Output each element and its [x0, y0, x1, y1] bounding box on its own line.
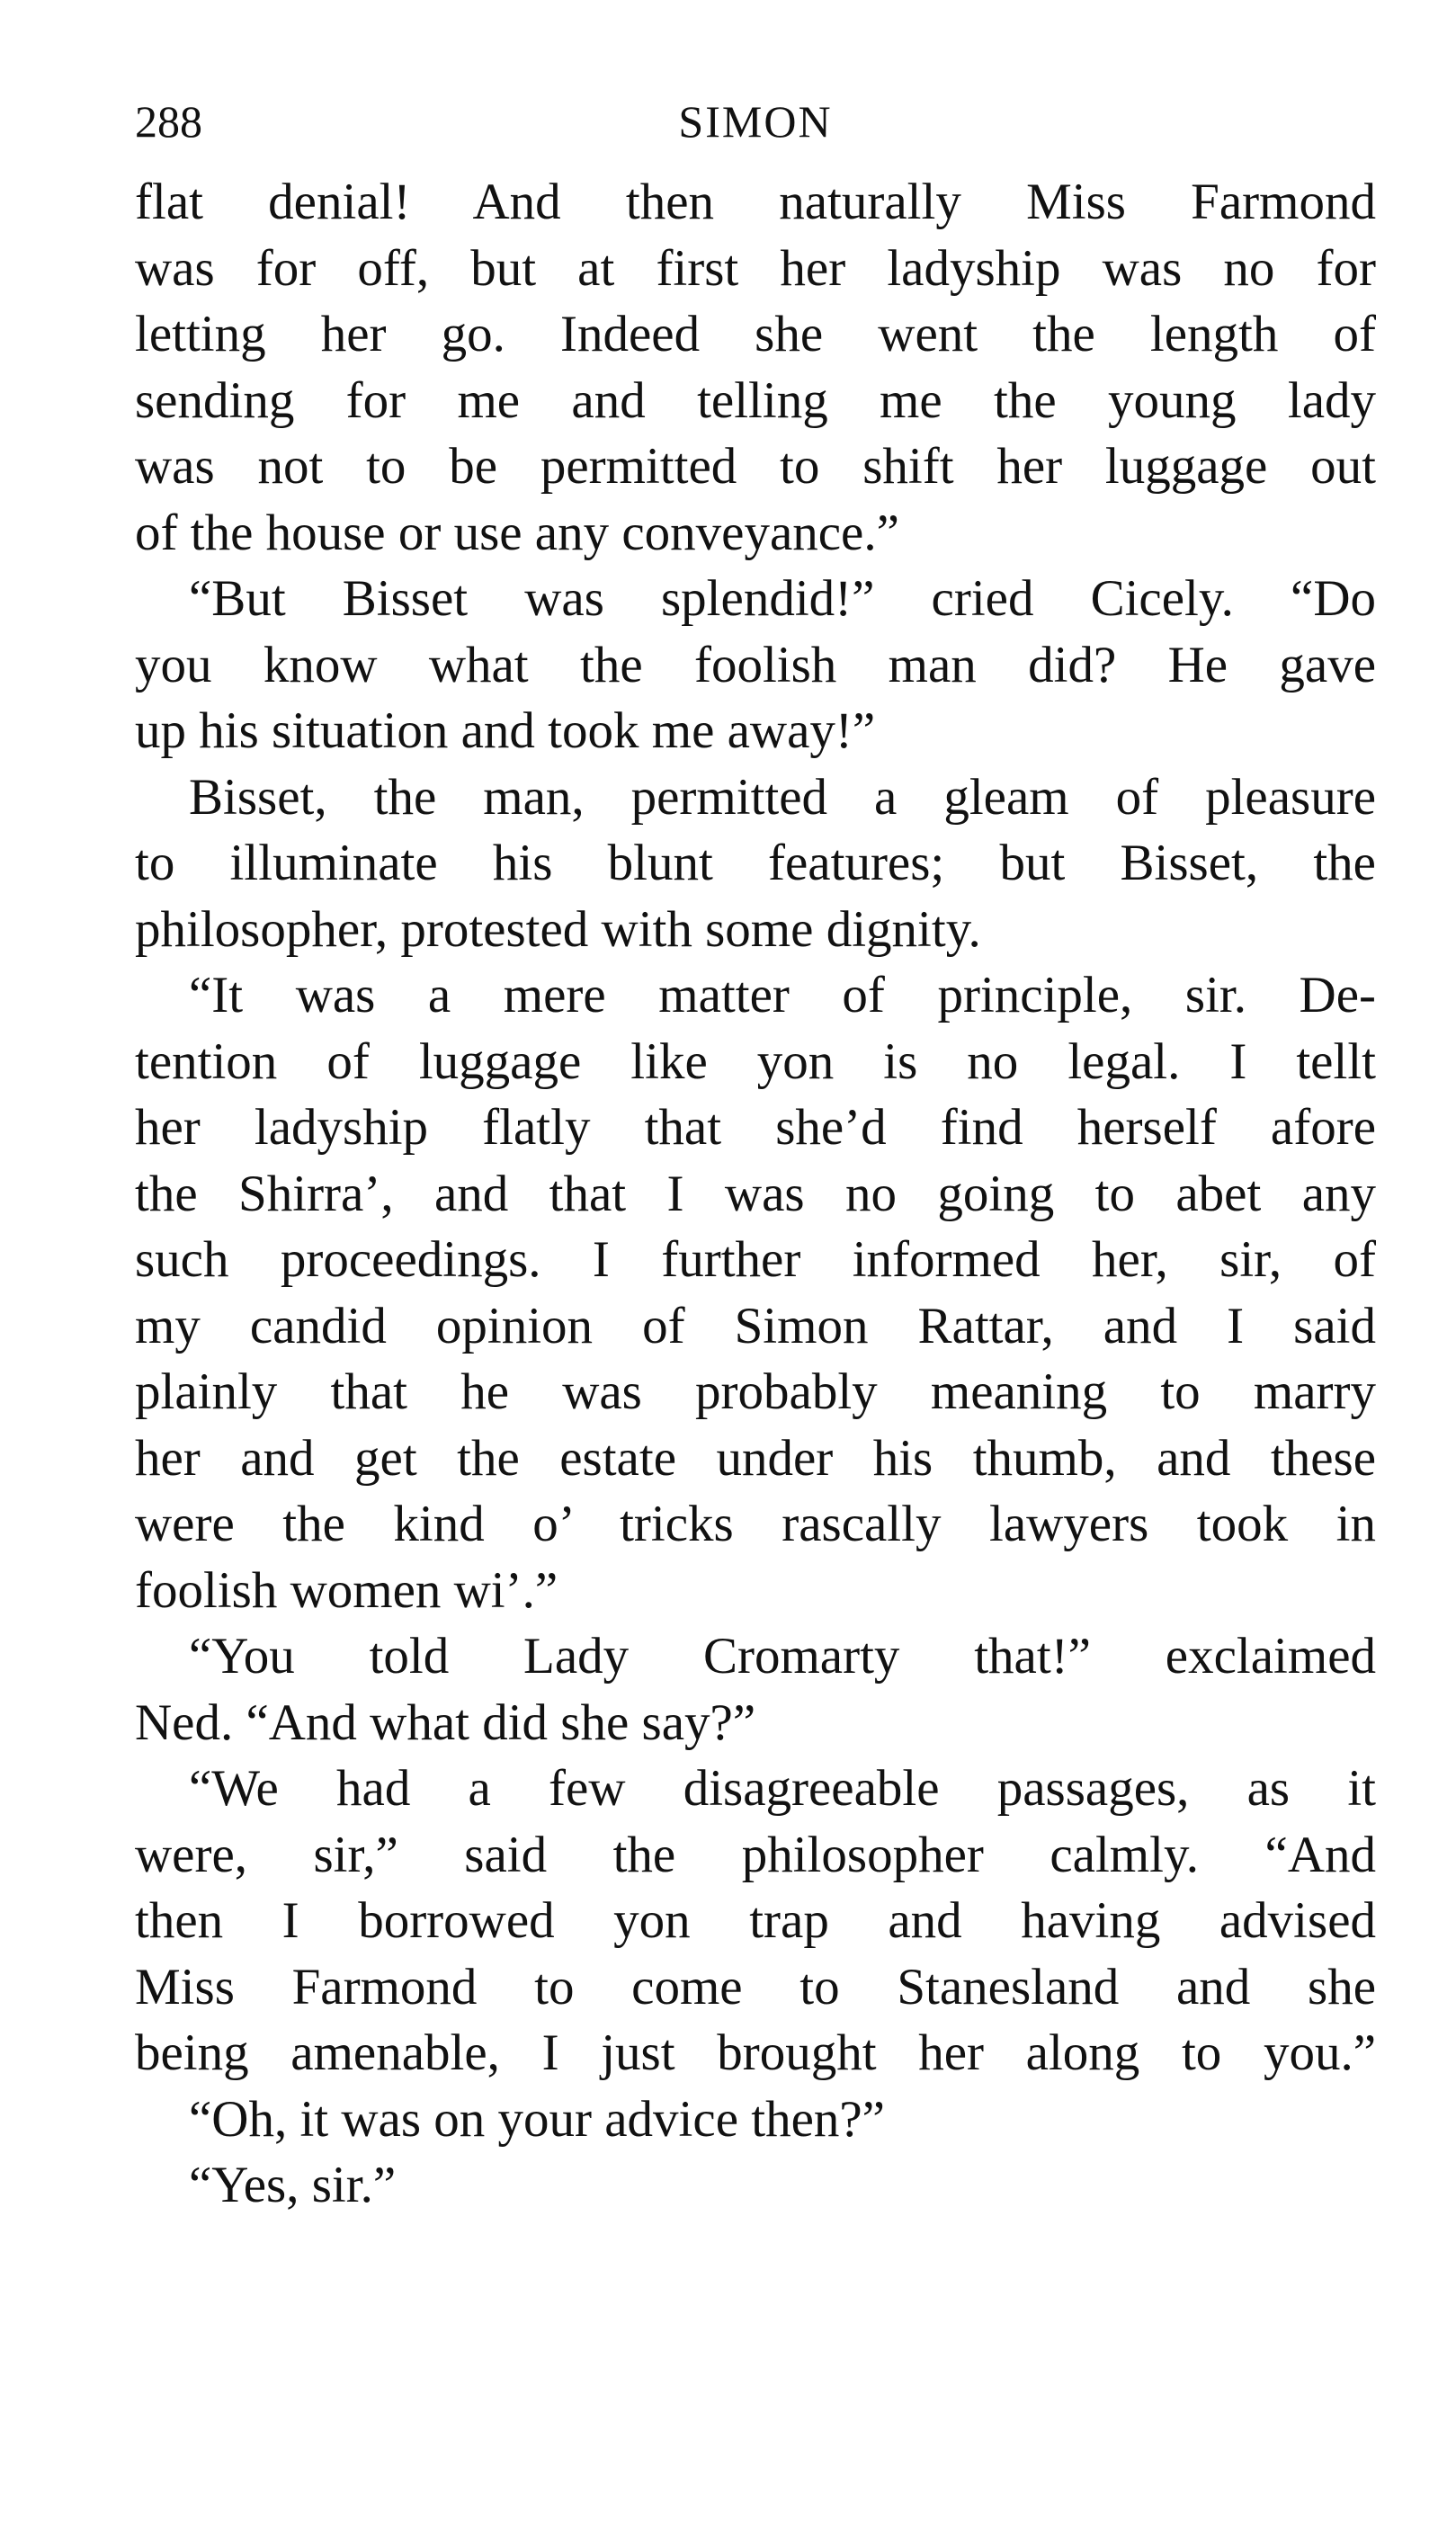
text-line: flat denial! And then naturally Miss Farmond — [135, 174, 1376, 230]
text-line: was not to be permitted to shift her luggage out — [135, 438, 1376, 495]
text-line: to illuminate his blunt features; but Bisset, the — [135, 835, 1376, 891]
text-line: you know what the foolish man did? He gave — [135, 636, 1376, 693]
text-line: of the house or use any conveyance.” — [135, 504, 899, 561]
text-line: Bisset, the man, permitted a gleam of pleasure — [189, 768, 1376, 826]
text-line: “You told Lady Cromarty that!” exclaimed — [189, 1628, 1376, 1685]
text-line: letting her go. Indeed she went the length of — [135, 306, 1376, 362]
text-line: “We had a few disagreeable passages, as it — [189, 1760, 1376, 1817]
text-line: was for off, but at first her ladyship was no for — [135, 239, 1376, 297]
text-line: her ladyship flatly that she’d find herself afore — [135, 1099, 1376, 1156]
body-text — [135, 169, 1376, 2219]
text-line: “But Bisset was splendid!” cried Cicely. “Do — [189, 570, 1376, 627]
running-head — [135, 90, 1376, 153]
text-line: were the kind o’ tricks rascally lawyers took in — [135, 1496, 1376, 1552]
text-line: up his situation and took me away!” — [135, 702, 876, 759]
text-line: her and get the estate under his thumb, and these — [135, 1429, 1376, 1487]
text-line: plainly that he was probably meaning to marry — [135, 1363, 1376, 1420]
text-line: Ned. “And what did she say?” — [135, 1693, 756, 1751]
text-line: foolish women wi’.” — [135, 1561, 558, 1619]
text-line: tention of luggage like yon is no legal. I tellt — [135, 1032, 1376, 1090]
text-line: being amenable, I just brought her along to you.” — [135, 2024, 1376, 2081]
text-line: “It was a mere matter of principle, sir. De- — [189, 967, 1376, 1023]
running-title: SIMON — [678, 96, 833, 147]
text-line: “Yes, sir.” — [189, 2157, 397, 2213]
text-line: Miss Farmond to come to Stanesland and she — [135, 1958, 1376, 2015]
text-line: then I borrowed yon trap and having advised — [135, 1892, 1376, 1949]
text-line: were, sir,” said the philosopher calmly. “And — [135, 1826, 1376, 1883]
text-line: such proceedings. I further informed her, sir, of — [135, 1231, 1376, 1288]
text-line: philosopher, protested with some dignity. — [135, 900, 981, 958]
text-line: the Shirra’, and that I was no going to abet any — [135, 1165, 1376, 1222]
text-line: my candid opinion of Simon Rattar, and I said — [135, 1297, 1376, 1354]
page-number: 288 — [135, 96, 202, 147]
text-line: “Oh, it was on your advice then?” — [189, 2090, 885, 2148]
text-line: sending for me and telling me the young lady — [135, 371, 1376, 429]
